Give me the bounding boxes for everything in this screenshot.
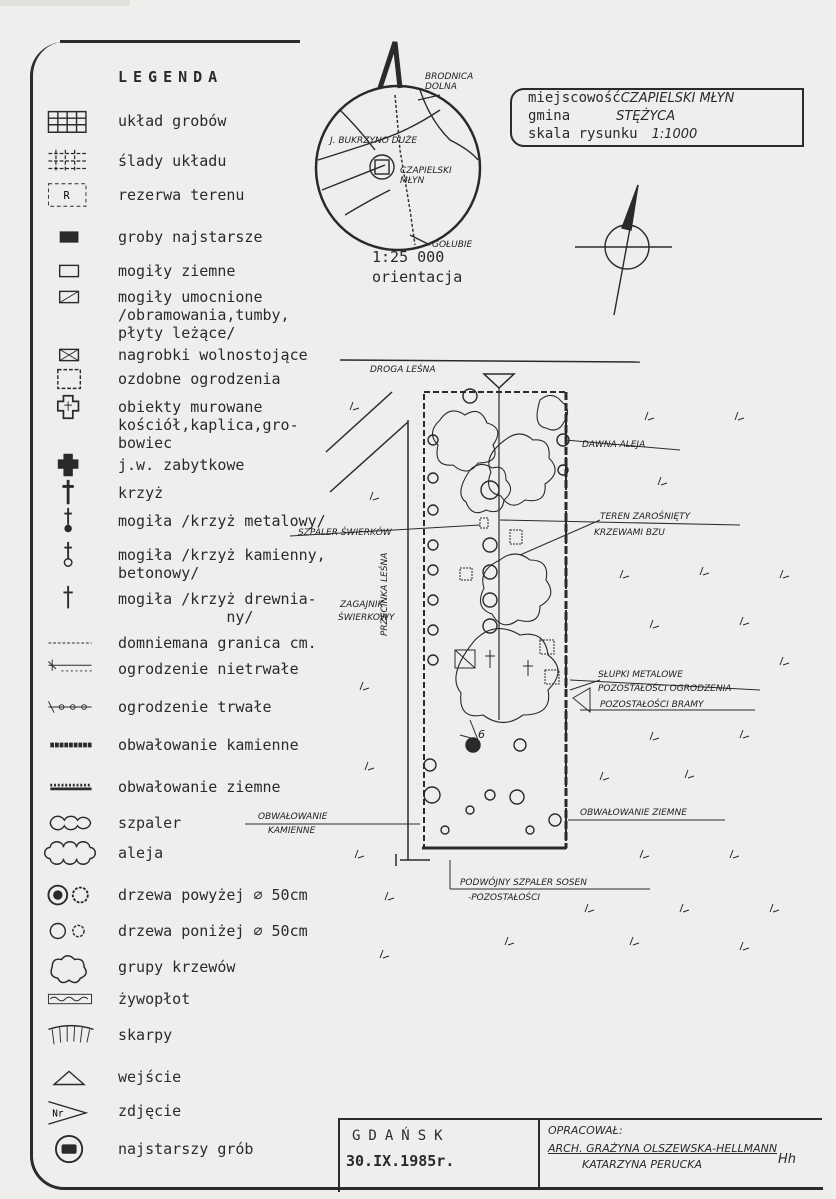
label-stone-bank-1: OBWAŁOWANIE bbox=[258, 812, 328, 822]
signature: Hh bbox=[778, 1152, 797, 1167]
label-old-alley: DAWNA ALEJA bbox=[582, 440, 646, 450]
svg-text:R: R bbox=[63, 189, 70, 202]
legend-item-label: szpaler bbox=[118, 814, 182, 832]
legend-item-label: aleja bbox=[118, 844, 164, 862]
shrub-groups bbox=[432, 395, 567, 722]
legend-item-label: mogiła /krzyż metalowy/ bbox=[118, 512, 326, 530]
orientation-scale: 1:25 000 bbox=[372, 248, 445, 266]
svg-text:Nr: Nr bbox=[52, 1108, 64, 1120]
legend-item-label: ogrodzenie nietrwałe bbox=[118, 660, 299, 678]
author-2: KATARZYNA PERUCKA bbox=[582, 1158, 703, 1171]
legend-item-label: skarpy bbox=[118, 1026, 173, 1044]
label-clearing: PRZECINKA LEŚNA bbox=[380, 552, 390, 636]
legend-item-label: mogiły ziemne bbox=[118, 262, 236, 280]
commune-value: STĘŻYCA bbox=[616, 109, 676, 124]
legend-item-label: ozdobne ogrodzenia bbox=[118, 370, 281, 388]
legend-item-label: groby najstarsze bbox=[118, 228, 263, 246]
place-golubie: GOŁUBIE bbox=[432, 240, 473, 250]
label-spruce-grove-1: ZAGAJNIK bbox=[340, 600, 384, 610]
label-pines-2: -POZOSTAŁOŚCI bbox=[468, 893, 541, 903]
compass-rose bbox=[575, 185, 672, 315]
footer-date: 30.IX.1985r. bbox=[346, 1152, 455, 1170]
legend-item-label: ogrodzenie trwałe bbox=[118, 698, 272, 716]
legend-item-label: obiekty murowane kościół,kaplica,gro- bowiec bbox=[118, 398, 299, 452]
legend-title: LEGENDA bbox=[118, 68, 224, 86]
legend-item-label: ślady układu bbox=[118, 152, 227, 170]
label-overgrown-1: TEREN ZAROŚNIĘTY bbox=[600, 512, 691, 522]
legend-item-label: domniemana granica cm. bbox=[118, 634, 317, 652]
place-czapielski: CZAPIELSKI MŁYN bbox=[400, 166, 452, 186]
legend-item-label: mogiła /krzyż kamienny, betonowy/ bbox=[118, 546, 326, 582]
footer-city: GDAŃSK bbox=[352, 1128, 451, 1144]
legend-item-label: mogiła /krzyż drewnia- ny/ bbox=[118, 590, 317, 626]
legend-item-label: wejście bbox=[118, 1068, 182, 1086]
legend-item-label: najstarszy grób bbox=[118, 1140, 254, 1158]
legend-item-label: drzewa poniżej ∅ 50cm bbox=[118, 922, 308, 940]
legend-item-label: zdjęcie bbox=[118, 1102, 182, 1120]
north-marker bbox=[388, 40, 389, 41]
trees bbox=[424, 389, 569, 834]
label-spruce-row: SZPALER ŚWIERKÓW bbox=[298, 528, 392, 538]
legend-item-label: j.w. zabytkowe bbox=[118, 456, 245, 474]
locality-label: miejscowość bbox=[528, 90, 621, 106]
legend-item-label: obwałowanie ziemne bbox=[118, 778, 281, 796]
legend-item-label: drzewa powyżej ∅ 50cm bbox=[118, 886, 308, 904]
label-overgrown-2: KRZEWAMI BZU bbox=[594, 528, 665, 538]
orientation-label: orientacja bbox=[372, 268, 463, 286]
place-brodnica: BRODNICA DOLNA bbox=[425, 72, 474, 92]
label-gate: POZOSTAŁOŚCI BRAMY bbox=[600, 700, 704, 710]
legend-item-label: grupy krzewów bbox=[118, 958, 236, 976]
author-1: ARCH. GRAŻYNA OLSZEWSKA-HELLMANN bbox=[548, 1142, 778, 1155]
label-earth-bank: OBWAŁOWANIE ZIEMNE bbox=[580, 808, 687, 818]
legend-item-label: krzyż bbox=[118, 484, 164, 502]
legend-item-label: nagrobki wolnostojące bbox=[118, 346, 308, 364]
label-posts-2: POZOSTAŁOŚCI OGRODZENIA bbox=[598, 684, 732, 694]
photo-number: 6 bbox=[478, 728, 485, 741]
legend-item-label: żywopłot bbox=[118, 990, 191, 1008]
label-spruce-grove-2: ŚWIERKOWY bbox=[338, 613, 395, 623]
legend-item-label: rezerwa terenu bbox=[118, 186, 245, 204]
forest-symbols bbox=[350, 402, 789, 958]
place-bukrzyno: J. BUKRZYNO DUŻE bbox=[330, 136, 418, 146]
commune-label: gmina bbox=[528, 108, 571, 124]
label-road: DROGA LEŚNA bbox=[370, 365, 436, 375]
legend-item-label: układ grobów bbox=[118, 112, 227, 130]
scale-label: skala rysunku bbox=[528, 126, 638, 142]
legend-item-label: obwałowanie kamienne bbox=[118, 736, 299, 754]
locality-value: CZAPIELSKI MŁYN bbox=[620, 91, 735, 106]
label-posts-1: SŁUPKI METALOWE bbox=[598, 670, 683, 680]
label-pines-1: PODWÓJNY SZPALER SOSEN bbox=[460, 878, 587, 888]
prepared-by: OPRACOWAŁ: bbox=[548, 1124, 623, 1137]
legend-item-label: mogiły umocnione /obramowania,tumby, płyty leżące/ bbox=[118, 288, 290, 342]
label-stone-bank-2: KAMIENNE bbox=[268, 826, 316, 836]
scale-value: 1:1000 bbox=[651, 127, 698, 142]
grave-markers bbox=[455, 518, 559, 684]
